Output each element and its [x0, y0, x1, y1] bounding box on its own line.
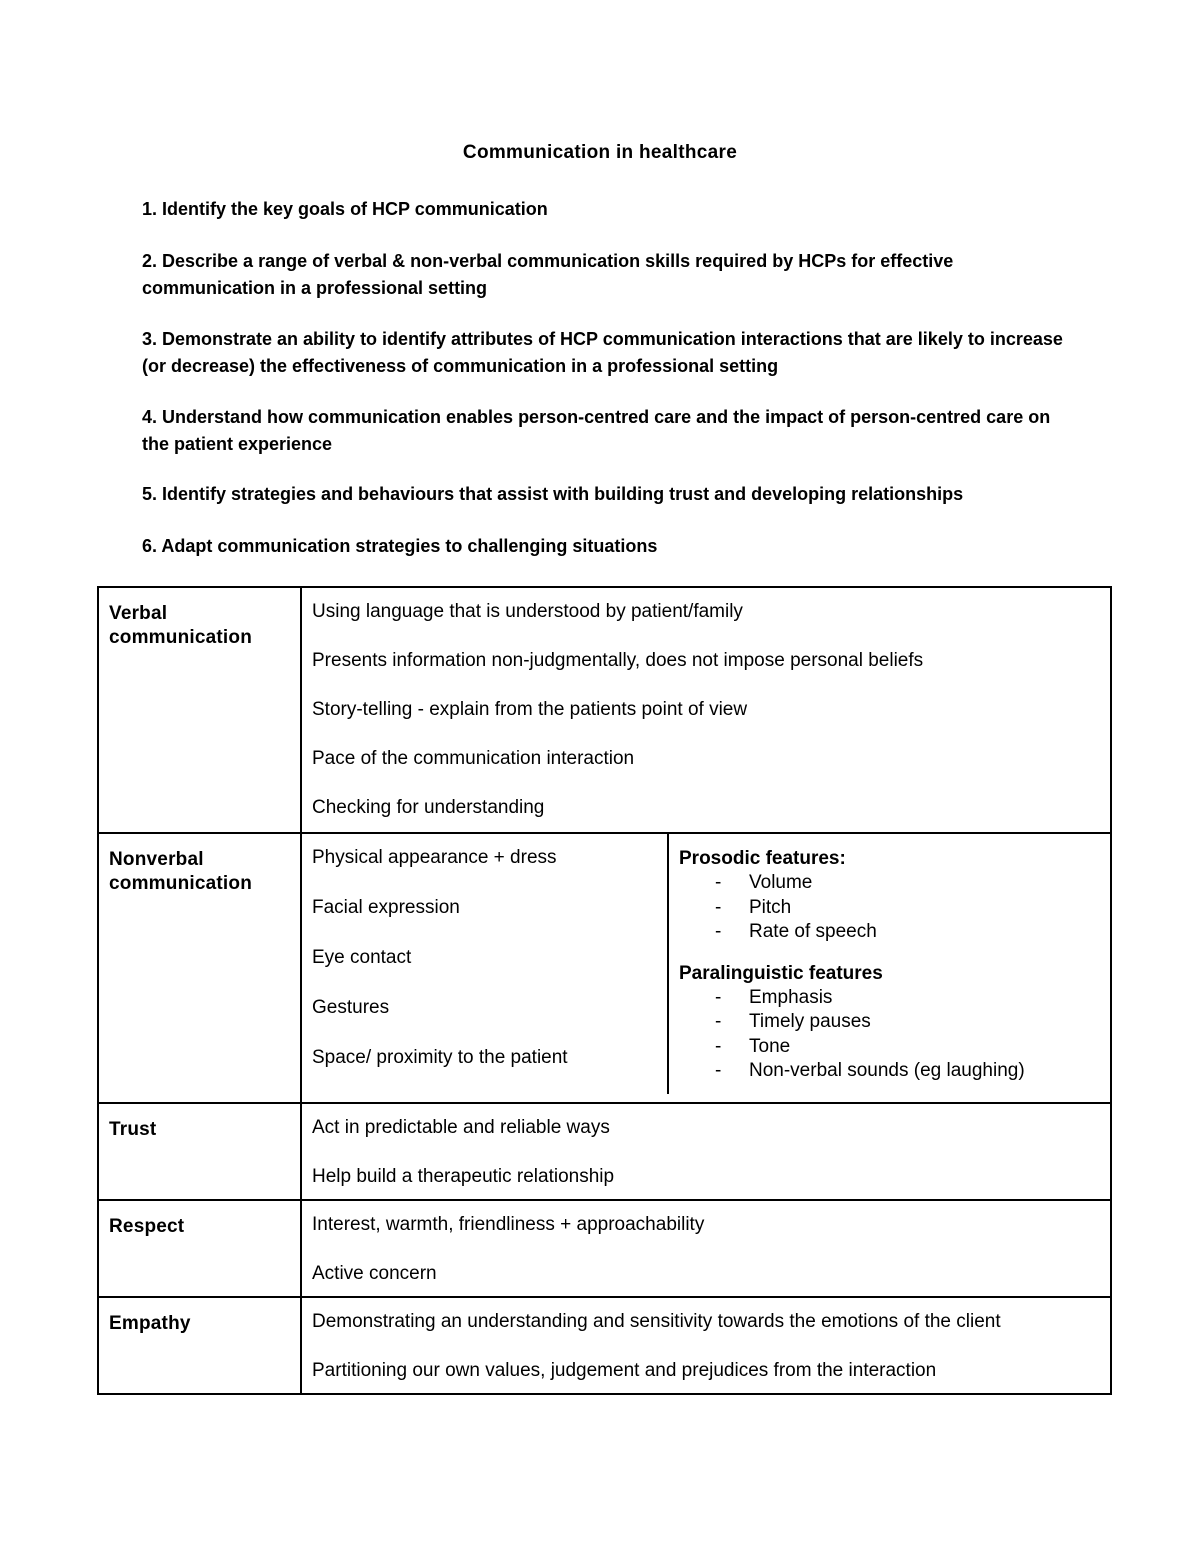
row-content-cell: [301, 833, 1111, 1103]
list-item: Help build a therapeutic relationship: [312, 1166, 615, 1187]
list-item: Partitioning our own values, judgement and prejudices from the interaction: [312, 1360, 937, 1381]
paralinguistic-heading: Paralinguistic features: [679, 962, 883, 984]
row-label-verbal: Verbal communication: [109, 603, 253, 648]
objective-6: 6. Adapt communication strategies to challenging situations: [142, 536, 658, 556]
row-content-cell: [301, 1103, 1111, 1200]
list-item: Checking for understanding: [312, 797, 545, 818]
objective-1: 1. Identify the key goals of HCP communication: [142, 199, 548, 219]
paralinguistic-list: [679, 986, 1100, 1084]
features-panel: [669, 834, 1110, 1094]
list-item: - Pitch: [679, 896, 1100, 921]
table-row-nonverbal: [98, 833, 1111, 1103]
objective-4: 4. Understand how communication enables person-centred care and the impact of person-centred care on the patient experience: [142, 407, 1051, 454]
list-item: Act in predictable and reliable ways: [312, 1117, 610, 1138]
list-item: - Rate of speech: [679, 920, 1100, 945]
row-label-cell: [98, 587, 301, 833]
list-item: Facial expression: [312, 897, 460, 918]
row-content-cell: [301, 1297, 1111, 1394]
prosodic-heading: Prosodic features:: [679, 848, 846, 869]
table-row-respect: [98, 1200, 1111, 1297]
list-item: - Tone: [679, 1035, 1100, 1060]
nonverbal-list: [302, 834, 669, 1094]
row-label-cell: [98, 1297, 301, 1394]
list-item: Space/ proximity to the patient: [312, 1047, 568, 1068]
list-item: Gestures: [312, 997, 390, 1018]
list-item: Presents information non-judgmentally, does not impose personal beliefs: [312, 650, 924, 671]
row-label-cell: [98, 1200, 301, 1297]
row-label-nonverbal: Nonverbal communication: [109, 849, 253, 894]
row-label-cell: [98, 833, 301, 1103]
list-item: Story-telling - explain from the patients point of view: [312, 699, 748, 720]
row-content-cell: [301, 587, 1111, 833]
page-title: Communication in healthcare: [462, 142, 738, 163]
list-item: - Timely pauses: [679, 1010, 1100, 1035]
list-item: Demonstrating an understanding and sensitivity towards the emotions of the client: [312, 1311, 1001, 1332]
list-item: - Non-verbal sounds (eg laughing): [679, 1059, 1100, 1084]
list-item: Active concern: [312, 1263, 437, 1284]
list-item: Eye contact: [312, 947, 412, 968]
prosodic-list: [679, 871, 1100, 945]
communication-table: [97, 586, 1112, 1395]
row-label-trust: Trust: [109, 1119, 157, 1140]
row-label-cell: [98, 1103, 301, 1200]
list-item: Pace of the communication interaction: [312, 748, 635, 769]
table-row-empathy: [98, 1297, 1111, 1394]
row-content-cell: [301, 1200, 1111, 1297]
list-item: Interest, warmth, friendliness + approachability: [312, 1214, 705, 1235]
objective-5: 5. Identify strategies and behaviours that assist with building trust and developing relationships: [142, 484, 964, 504]
list-item: Physical appearance + dress: [312, 847, 557, 868]
row-label-respect: Respect: [109, 1216, 185, 1237]
objective-3: 3. Demonstrate an ability to identify attributes of HCP communication interactions that are likely to increase (or decrease) the effectiveness of communication in a professional setting: [142, 329, 1063, 376]
list-item: - Volume: [679, 871, 1100, 896]
row-label-empathy: Empathy: [109, 1313, 191, 1334]
list-item: - Emphasis: [679, 986, 1100, 1011]
table-row-verbal: [98, 587, 1111, 833]
table-row-trust: [98, 1103, 1111, 1200]
objective-2: 2. Describe a range of verbal & non-verbal communication skills required by HCPs for effective communication in a professional setting: [142, 251, 954, 298]
list-item: Using language that is understood by patient/family: [312, 601, 743, 622]
